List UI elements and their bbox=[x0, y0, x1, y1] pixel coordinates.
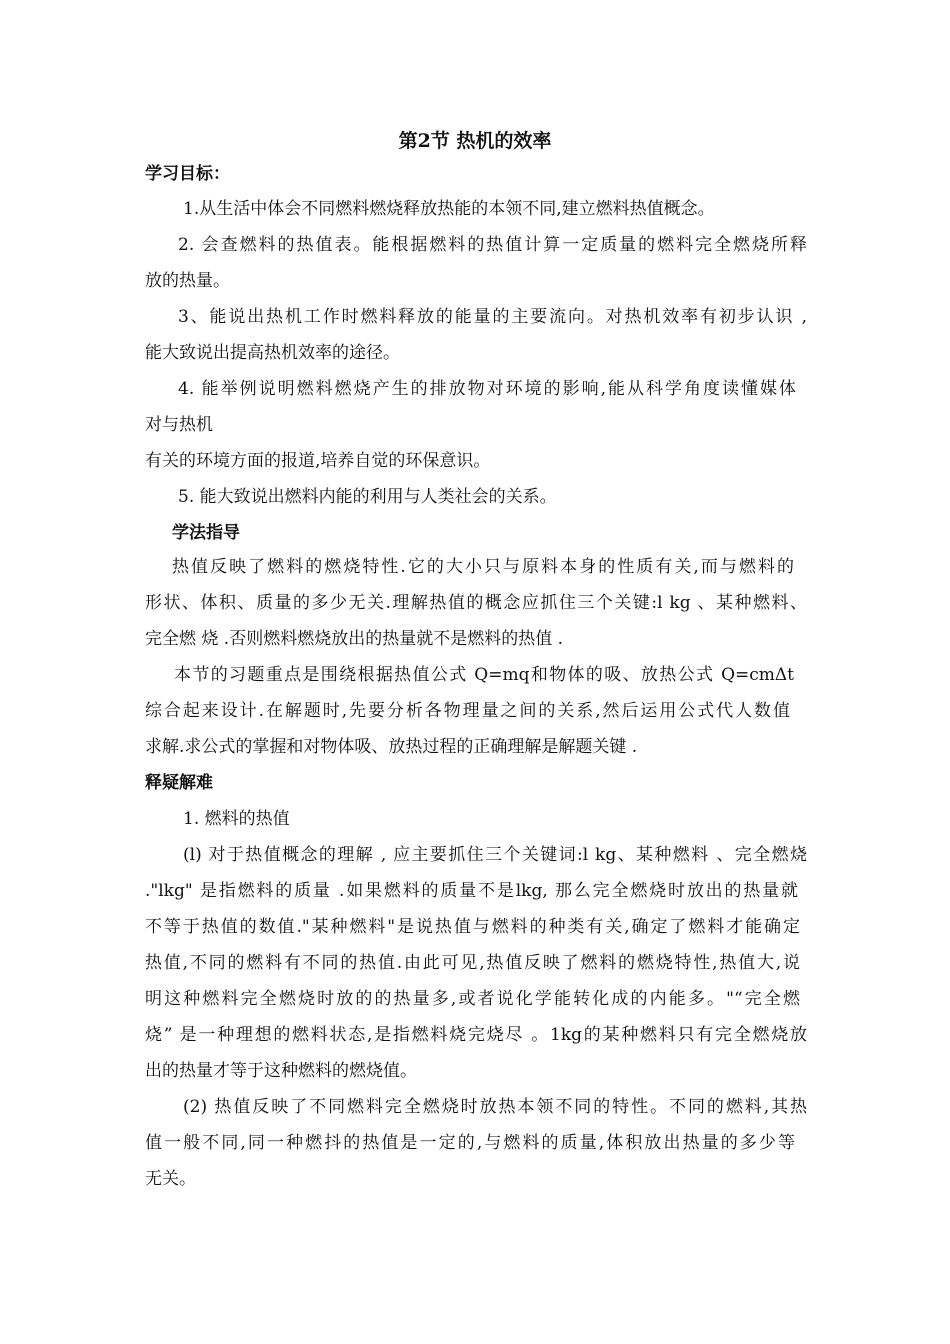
objective-line: 1.从生活中体会不同燃料燃烧释放热能的本领不同,建立燃料热值概念。 bbox=[183, 199, 715, 219]
objective-line: 2. 会查燃料的热值表。能根据燃料的热值计算一定质量的燃料完全燃烧所释 bbox=[178, 235, 807, 255]
method-line: 热值反映了燃料的燃烧特性.它的大小只与原料本身的性质有关,而与燃料的 bbox=[172, 557, 794, 577]
difficulty-line: 出的热量才等于这种燃料的燃烧值。 bbox=[145, 1061, 417, 1081]
objective-line: 5. 能大致说出燃料内能的利用与人类社会的关系。 bbox=[178, 487, 557, 507]
method-line: 完全燃 烧 .否则燃料燃烧放出的热量就不是燃料的热值 . bbox=[145, 629, 564, 649]
difficulty-line: 无关。 bbox=[145, 1169, 196, 1189]
difficulty-line: 热值,不同的燃料有不同的热值.由此可见,热值反映了燃料的燃烧特性,热值大,说 bbox=[145, 953, 800, 973]
difficulties-heading: 释疑解难 bbox=[145, 773, 213, 793]
difficulty-line: 明这种燃料完全燃烧时放的的热量多,或者说化学能转化成的内能多。"“完全燃 bbox=[145, 989, 800, 1009]
objective-line: 3、能说出热机工作时燃料释放的能量的主要流向。对热机效率有初步认识 , bbox=[178, 307, 807, 327]
difficulty-line: ."lkg" 是指燃料的质量 .如果燃料的质量不是lkg, 那么完全燃烧时放出的热量就 bbox=[145, 881, 798, 901]
difficulty-line: 1. 燃料的热值 bbox=[183, 809, 290, 829]
difficulty-line: 烧” 是一种理想的燃料状态,是指燃料烧完烧尽 。1kg的某种燃料只有完全燃烧放 bbox=[145, 1025, 807, 1045]
method-heading: 学法指导 bbox=[172, 523, 240, 543]
method-line: 形状、体积、质量的多少无关.理解热值的概念应抓住三个关键:l kg 、某种燃料、 bbox=[145, 593, 807, 613]
objective-line: 4. 能举例说明燃料燃烧产生的排放物对环境的影响,能从科学角度读懂媒体 bbox=[178, 379, 796, 399]
objective-line: 放的热量。 bbox=[145, 271, 230, 291]
difficulty-line: (l) 对于热值概念的理解 , 应主要抓住三个关键词:l kg、某种燃料 、完全燃烧 bbox=[183, 845, 807, 865]
objective-line: 有关的环境方面的报道,培养自觉的环保意识。 bbox=[145, 451, 491, 471]
objective-line: 能大致说出提高热机效率的途径。 bbox=[145, 343, 400, 363]
objectives-heading: 学习目标： bbox=[145, 164, 230, 184]
difficulty-line: 值一般不同,同一种燃抖的热值是一定的,与燃料的质量,体积放出热量的多少等 bbox=[145, 1133, 795, 1153]
page-title: 第2节 热机的效率 bbox=[398, 130, 552, 152]
method-line: 综合起来设计.在解题时,先要分析各物理量之间的关系,然后运用公式代人数值 bbox=[145, 701, 790, 721]
difficulty-line: (2) 热值反映了不同燃料完全燃烧时放热本领不同的特性。不同的燃料,其热 bbox=[183, 1097, 807, 1117]
difficulty-line: 不等于热值的数值."某种燃料"是说热值与燃料的种类有关,确定了燃料才能确定 bbox=[145, 917, 800, 937]
objective-line: 对与热机 bbox=[145, 415, 213, 435]
method-line: 求解.求公式的掌握和对物体吸、放热过程的正确理解是解题关键 . bbox=[145, 737, 638, 757]
method-line: 本节的习题重点是围绕根据热值公式 Q=mq和物体的吸、放热公式 Q=cmΔt bbox=[174, 665, 794, 685]
